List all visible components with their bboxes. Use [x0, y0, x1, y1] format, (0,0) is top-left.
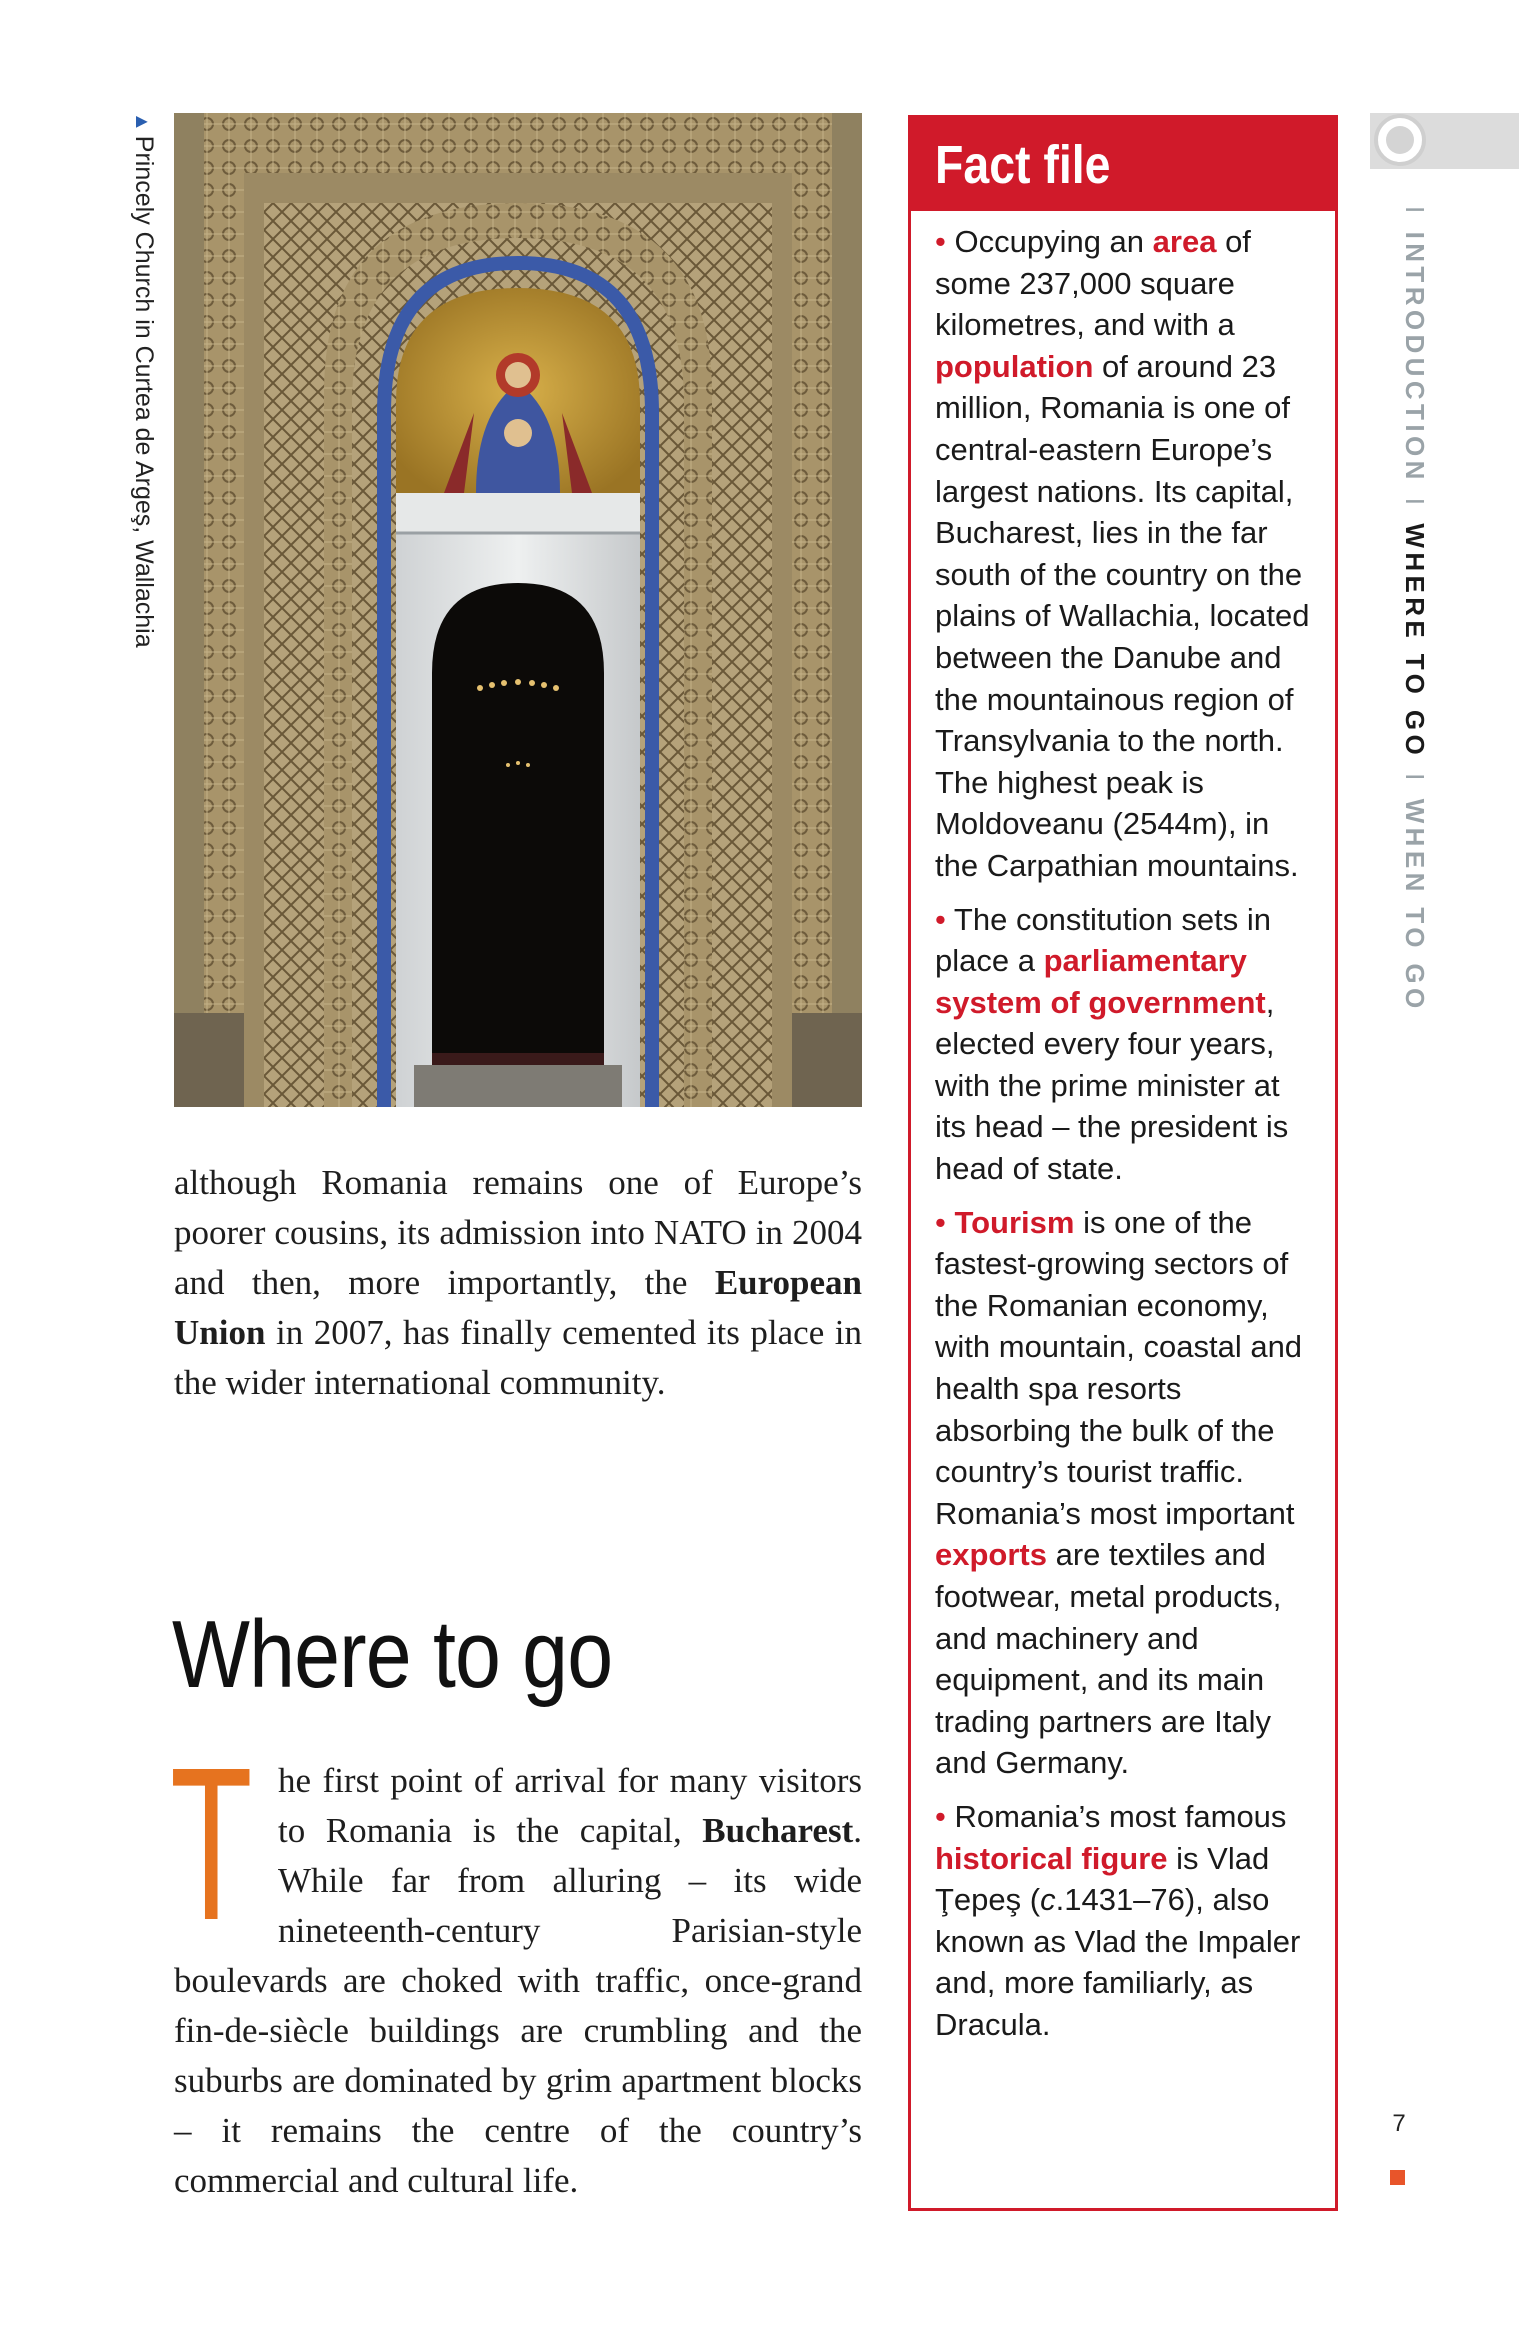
nav-separator: I [1400, 497, 1430, 510]
fact-text: are textiles and footwear, metal products, and machinery and equipment, and its main trading partners are Italy and Germany. [935, 1537, 1282, 1781]
fact-text: .1431–76), also known as Vlad the Impaler and, more familiarly, as Dracula. [935, 1882, 1301, 2042]
where-rest-text: . While far from alluring – its wide nineteenth-century Parisian-style boulevards are choked with traffic, once-grand fin-de-siècle buildings are crumbling and the suburbs are dominated by grim apartment blocks – it remains the centre of the country’s commercial and cultural life. [174, 1811, 862, 2200]
fact-text: of around 23 million, Romania is one of central-eastern Europe’s largest nations. Its capital, Bucharest, lies in the far south of the country on the plains of Wallachia, located between the Danube and the mountainous region of Transylvania to the north. The highest peak is Moldoveanu (2544m), in the Carpathian mountains. [935, 348, 1310, 883]
section-tab-circle-icon [1374, 114, 1426, 166]
section-heading: Where to go [172, 1601, 613, 1708]
fact-highlight: Tourism [954, 1204, 1075, 1240]
fact-text: The constitution sets in place a [935, 901, 1271, 979]
photo-caption [129, 112, 158, 648]
fact-item-tourism [935, 1202, 1319, 1784]
section-nav-wrapper [1398, 192, 1432, 1013]
fact-file-box [908, 115, 1338, 2211]
fact-text: is Vlad Ţepeş ( [935, 1840, 1270, 1918]
fact-file-header [911, 118, 1335, 211]
fact-file-title: Fact file [935, 134, 1111, 195]
bullet-icon: • [935, 901, 946, 937]
bullet-icon: • [935, 224, 946, 259]
bullet-icon: • [935, 1204, 946, 1240]
where-lead-text: he first point of arrival for many visitors to Romania is the capital, [278, 1761, 862, 1850]
church-photo [174, 113, 862, 1107]
photo-caption-wrapper [128, 112, 160, 652]
fact-text: of some 237,000 square kilometres, and with a [935, 224, 1251, 343]
fact-item-area [935, 221, 1319, 887]
bullet-icon: • [935, 1798, 946, 1834]
fact-text: Occupying an [945, 224, 1153, 259]
section-nav [1399, 192, 1430, 1013]
fact-highlight: area [1152, 224, 1217, 259]
dropcap-letter: T [170, 1723, 253, 1966]
intro-text-after: in 2007, has finally cemented its place in the wider international community. [174, 1313, 862, 1402]
intro-paragraph [174, 1158, 862, 1408]
fact-highlight: population [935, 348, 1094, 384]
fact-item-government [935, 899, 1319, 1190]
intro-text-before: although Romania remains one of Europe’s poorer cousins, its admission into NATO in 2004 and then, more importantly, the [174, 1163, 862, 1302]
fact-text: is one of the fastest-growing sectors of the Romanian economy, with mountain, coastal and health spa resorts absorbing the bulk of the country’s tourist traffic. Romania’s most important [935, 1204, 1303, 1531]
intro-bold-eu: European Union [174, 1263, 862, 1352]
where-to-go-paragraph [170, 1723, 862, 2206]
nav-item-where-to-go: WHERE TO GO [1400, 523, 1430, 760]
fact-file-body [911, 211, 1335, 2046]
nav-separator: I [1400, 206, 1430, 218]
where-bold-bucharest: Bucharest [702, 1811, 854, 1850]
church-portal-illustration [174, 113, 862, 1107]
nav-separator: I [1400, 773, 1430, 785]
nav-item-introduction: INTRODUCTION [1400, 231, 1430, 484]
page-marker-square [1390, 2170, 1405, 2185]
fact-highlight: parliamentary system of government [935, 943, 1266, 1020]
fact-italic: c [1040, 1882, 1056, 1918]
fact-text: , elected every four years, with the prime minister at its head – the president is head of state. [935, 984, 1289, 1187]
fact-highlight: historical figure [935, 1840, 1168, 1876]
fact-text: Romania’s most famous [945, 1798, 1287, 1834]
fact-item-history [935, 1796, 1319, 2046]
page-number: 7 [1392, 2110, 1406, 2137]
caption-triangle-icon: ▲ [131, 112, 153, 132]
nav-item-when-to-go: WHEN TO GO [1400, 798, 1430, 1013]
fact-highlight: exports [935, 1537, 1047, 1573]
caption-text: Princely Church in Curtea de Argeş, Wallachia [130, 135, 158, 648]
